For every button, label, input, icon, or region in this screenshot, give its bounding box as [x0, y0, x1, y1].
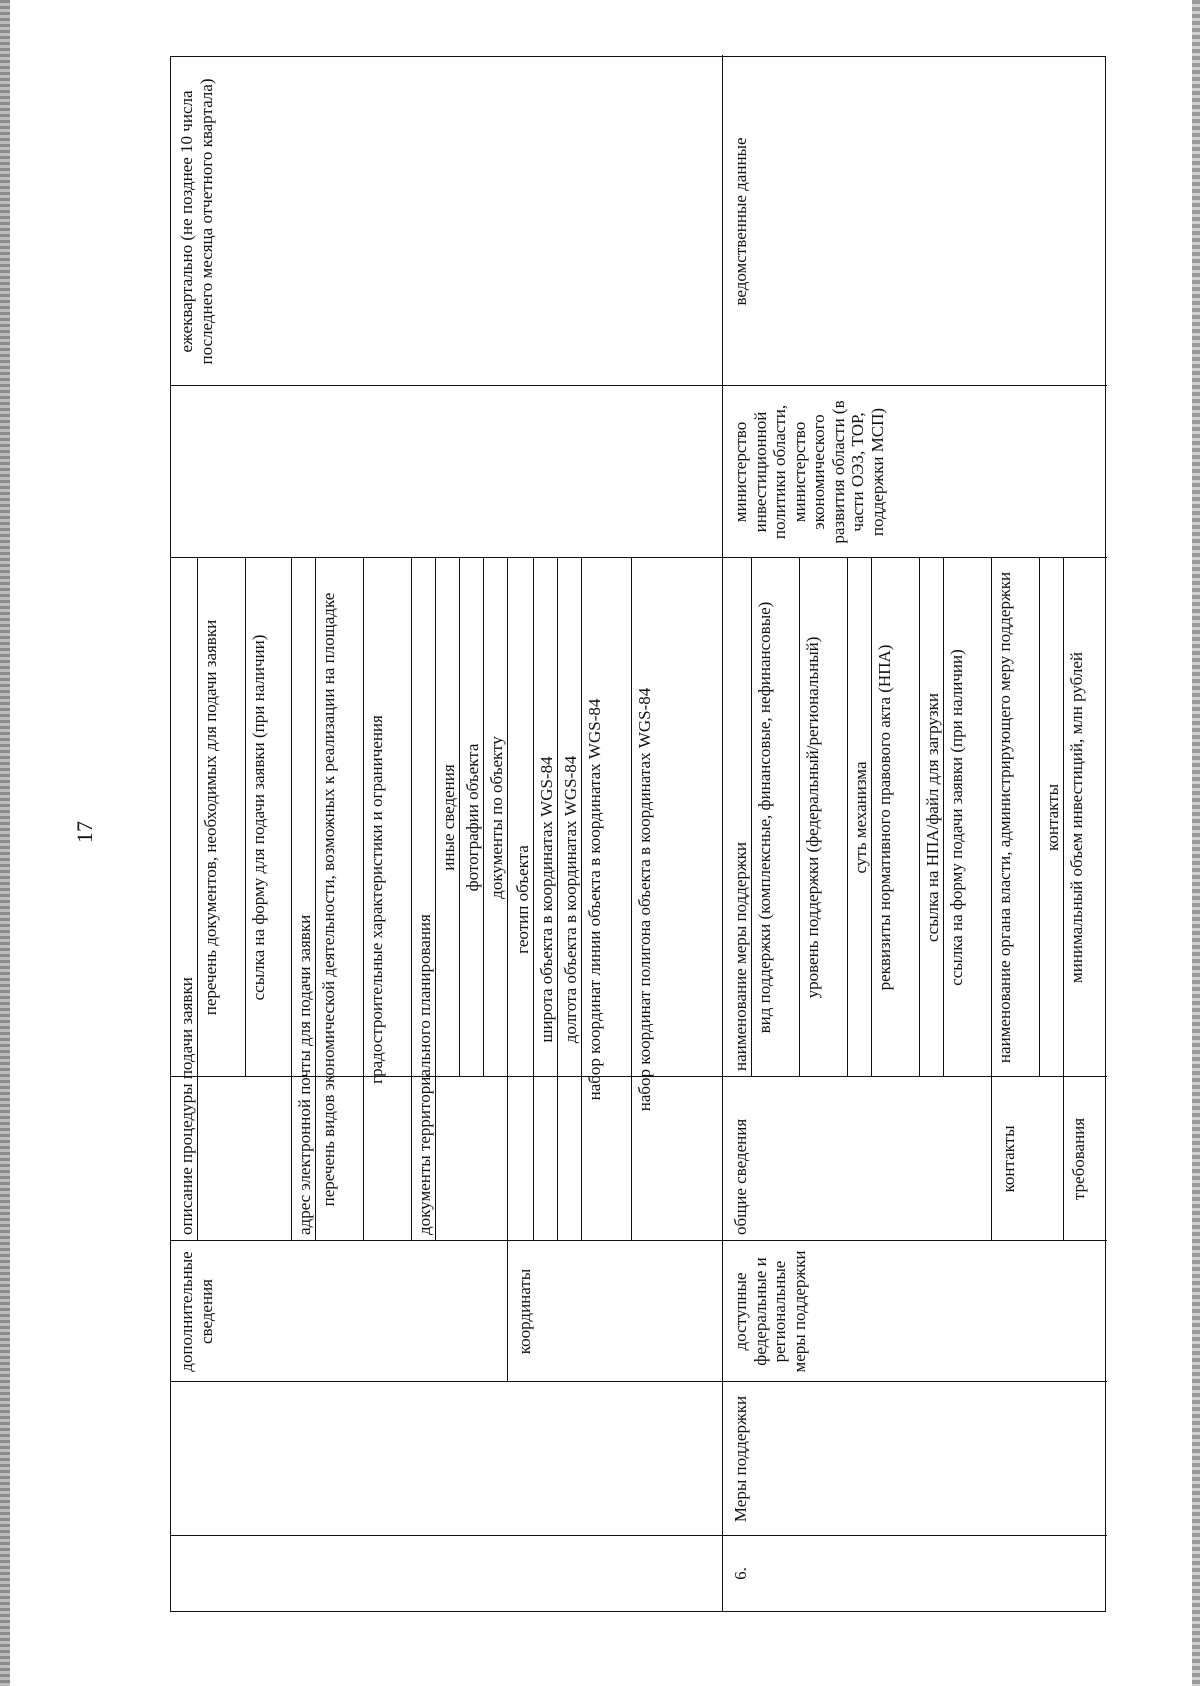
row-geotype: геотип объекта — [513, 845, 532, 954]
row-application-form: ссылка на форму подачи заявки (при наличии) — [947, 649, 966, 986]
col-divider-category — [171, 1381, 1107, 1382]
row-npa-link: ссылка на НПА/файл для загрузки — [923, 693, 942, 942]
subsection-requirements: требования — [1069, 1117, 1088, 1201]
row-support-type: вид поддержки (комплексные, финансовые, нефинансовые) — [755, 601, 774, 1034]
scan-edge-left — [0, 0, 10, 1686]
row-npa-details: реквизиты нормативного правового акта (НПА) — [875, 644, 894, 991]
row-line — [507, 558, 508, 1382]
subsection-general: общие сведения — [731, 1118, 750, 1235]
row-other-info: иные сведения — [439, 764, 458, 871]
subsection-additional: дополнительные сведения — [177, 1251, 216, 1372]
row-divider-block-6 — [722, 55, 723, 1611]
col-divider-section — [171, 1535, 1107, 1536]
row-urban-planning: градостроительные характеристики и ограничения — [367, 715, 386, 1084]
responsible-ministry: министерство инвестиционной политики области, министерство экономического развития области (в части ОЭЗ, ТОР, поддержки МСП) — [731, 400, 887, 544]
page-number: 17 — [72, 821, 97, 843]
section-support-measures: Меры поддержки — [731, 1395, 750, 1523]
col-divider-source — [171, 385, 1107, 386]
row-polygon-coords: набор координат полигона объекта в координатах WGS-84 — [635, 687, 654, 1112]
row-email: адрес электронной почты для подачи заявки — [295, 914, 314, 1235]
frequency-prev: ежеквартально (не позднее 10 числа последнего месяца отчетного квартала) — [177, 78, 216, 365]
scan-edge-right — [1192, 0, 1200, 1686]
row-form-link: ссылка на форму для подачи заявки (при наличии) — [249, 634, 268, 1001]
row-documents-list: перечень документов, необходимых для подачи заявки — [201, 619, 220, 1016]
row-min-investment: минимальный объем инвестиций, млн рублей — [1067, 652, 1086, 984]
row-line-coords: набор координат линии объекта в координатах WGS-84 — [585, 698, 604, 1101]
row-photos: фотографии объекта — [463, 743, 482, 892]
row-measure-name: наименование меры поддержки — [731, 841, 750, 1071]
subsection-contacts: контакты — [999, 1125, 1018, 1193]
row-mechanism: суть механизма — [851, 761, 870, 874]
data-source: ведомственные данные — [731, 137, 750, 306]
row-object-docs: документы по объекту — [487, 736, 506, 899]
row-num-6: 6. — [731, 1567, 750, 1580]
row-latitude: широта объекта в координатах WGS-84 — [537, 756, 556, 1043]
row-contacts: контакты — [1043, 783, 1062, 852]
row-authority-name: наименование органа власти, администрирующего меру поддержки — [995, 571, 1014, 1064]
row-procedure: описание процедуры подачи заявки — [177, 977, 196, 1235]
row-support-level: уровень поддержки (федеральный/региональный) — [803, 636, 822, 999]
document-table — [170, 56, 1106, 1612]
row-longitude: долгота объекта в координатах WGS-84 — [561, 755, 580, 1044]
category-support: доступные федеральные и региональные меры поддержки — [731, 1250, 809, 1373]
row-territorial-planning: документы территориального планирования — [415, 914, 434, 1235]
subsection-coordinates: координаты — [515, 1268, 534, 1355]
row-economic-activities: перечень видов экономической деятельности, возможных к реализации на площадке — [319, 592, 338, 1207]
document-table-wrapper — [170, 56, 1106, 1612]
